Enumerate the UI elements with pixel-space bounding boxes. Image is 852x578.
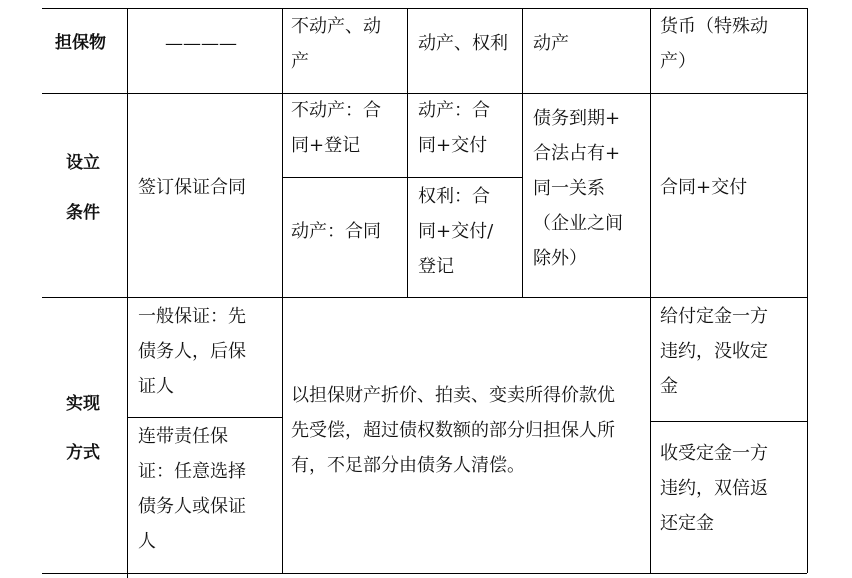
setup-realestate-line1: 不动产：合 <box>291 100 381 121</box>
rule-right <box>807 8 808 573</box>
realize-joint-line3: 债务人或保证 <box>138 496 246 517</box>
header-guarantee-object: 担保物 <box>55 33 106 53</box>
header-col4: 动产、权利 <box>418 33 508 54</box>
rule-setup-bottom <box>42 297 807 298</box>
realize-joint-line1: 连带责任保 <box>138 426 228 447</box>
rule-bottom <box>42 573 807 574</box>
realize-joint-line2: 证：任意选择 <box>138 461 246 482</box>
rule-setup-mid-c3c4 <box>282 177 522 178</box>
rule-realize-mid-c2 <box>127 417 282 418</box>
setup-lien-line3: 同一关系 <box>533 178 605 199</box>
setup-lien-line1: 债务到期+ <box>533 108 621 129</box>
realize-priority-line2: 先受偿，超过债权数额的部分归担保人所 <box>291 420 615 441</box>
realize-receiver-line3: 还定金 <box>660 513 714 534</box>
realize-general-line2: 债务人，后保 <box>138 341 246 362</box>
realize-payer-line1: 给付定金一方 <box>660 306 768 327</box>
setup-rights-line1: 权利：合 <box>418 186 490 207</box>
rule-col-4 <box>522 8 523 297</box>
rule-col-5 <box>650 8 651 573</box>
header-col5: 动产 <box>533 33 569 54</box>
realize-payer-line2: 违约，没收定 <box>660 341 768 362</box>
realize-receiver-line1: 收受定金一方 <box>660 443 768 464</box>
realize-priority-line1: 以担保财产折价、拍卖、变卖所得价款优 <box>291 385 615 406</box>
header-col6-line1: 货币（特殊动 <box>660 16 768 37</box>
setup-lien-line2: 合法占有+ <box>533 143 621 164</box>
setup-label-line2: 条件 <box>66 203 100 223</box>
setup-realestate-line2: 同+登记 <box>291 135 361 156</box>
realize-label-line1: 实现 <box>66 394 100 414</box>
realize-general-line3: 证人 <box>138 376 174 397</box>
setup-lien-line5: 除外） <box>533 248 587 269</box>
setup-lien-line4: （企业之间 <box>533 213 623 234</box>
setup-label-line1: 设立 <box>66 153 100 173</box>
setup-movable-line1: 动产：合 <box>418 100 490 121</box>
header-dash: ———— <box>165 33 237 54</box>
realize-label-line2: 方式 <box>66 443 100 463</box>
realize-joint-line4: 人 <box>138 531 156 552</box>
setup-movable-line2: 同+交付 <box>418 135 488 156</box>
header-col3-line1: 不动产、动 <box>291 16 381 37</box>
rule-col-3 <box>407 8 408 297</box>
setup-rights-line2: 同+交付/ <box>418 221 494 242</box>
realize-payer-line3: 金 <box>660 376 678 397</box>
rule-col-1 <box>127 8 128 578</box>
realize-priority-line3: 有，不足部分由债务人清偿。 <box>291 455 525 476</box>
realize-receiver-line2: 违约，双倍返 <box>660 478 768 499</box>
setup-movable-contract: 动产：合同 <box>291 221 381 242</box>
realize-general-line1: 一般保证：先 <box>138 306 246 327</box>
header-col6-line2: 产） <box>660 51 696 72</box>
setup-deposit-contract: 合同+交付 <box>660 177 748 198</box>
setup-guarantee-contract: 签订保证合同 <box>138 177 246 198</box>
setup-rights-line3: 登记 <box>418 256 454 277</box>
rule-realize-mid-c6 <box>650 421 807 422</box>
header-col3-line2: 产 <box>291 51 309 72</box>
rule-col-2 <box>282 8 283 573</box>
